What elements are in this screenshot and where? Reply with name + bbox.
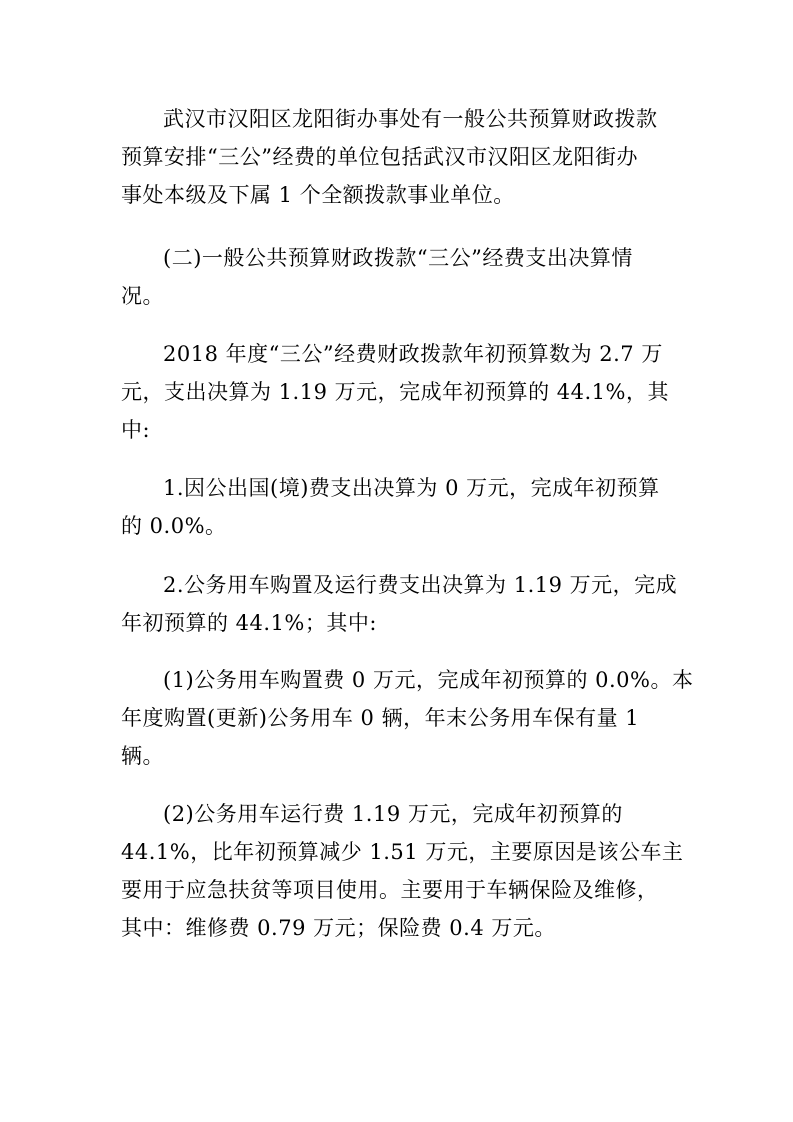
text-line: 辆。: [121, 744, 164, 768]
text-line: 事处本级及下属 1 个全额拨款事业单位。: [121, 183, 515, 207]
text-line: 的 0.0%。: [121, 514, 227, 538]
paragraph-vehicle-expense: [121, 566, 681, 642]
text-line: (二)一般公共预算财政拨款“三公”经费支出决算情: [163, 246, 633, 270]
text-line: 武汉市汉阳区龙阳街办事处有一般公共预算财政拨款: [163, 107, 658, 131]
text-line: 1.因公出国(境)费支出决算为 0 万元，完成年初预算: [163, 476, 660, 500]
paragraph-overseas-expense: [121, 469, 681, 545]
text-line: (2)公务用车运行费 1.19 万元，完成年初预算的: [163, 802, 623, 826]
paragraph-vehicle-operation: [121, 795, 684, 947]
text-line: 44.1%，比年初预算减少 1.51 万元，主要原因是该公车主: [121, 840, 684, 864]
text-line: 其中：维修费 0.79 万元；保险费 0.4 万元。: [121, 916, 556, 940]
section-heading: [121, 239, 681, 315]
paragraph-budget-summary: [121, 335, 681, 449]
paragraph-vehicle-purchase: [121, 661, 694, 775]
text-line: 年度购置(更新)公务用车 0 辆，年末公务用车保有量 1: [121, 706, 640, 730]
text-line: 2018 年度“三公”经费财政拨款年初预算数为 2.7 万: [163, 342, 663, 366]
text-line: 元，支出决算为 1.19 万元，完成年初预算的 44.1%，其: [121, 380, 669, 404]
text-line: 2.公务用车购置及运行费支出决算为 1.19 万元，完成: [163, 573, 678, 597]
text-line: 要用于应急扶贫等项目使用。主要用于车辆保险及维修，: [121, 878, 659, 902]
text-line: (1)公务用车购置费 0 万元，完成年初预算的 0.0%。本: [163, 668, 694, 692]
text-line: 中:: [121, 418, 151, 442]
text-line: 年初预算的 44.1%；其中:: [121, 611, 377, 635]
text-line: 况。: [121, 284, 164, 308]
paragraph-unit-scope: [121, 100, 681, 214]
text-line: 预算安排“三公”经费的单位包括武汉市汉阳区龙阳街办: [121, 145, 638, 169]
